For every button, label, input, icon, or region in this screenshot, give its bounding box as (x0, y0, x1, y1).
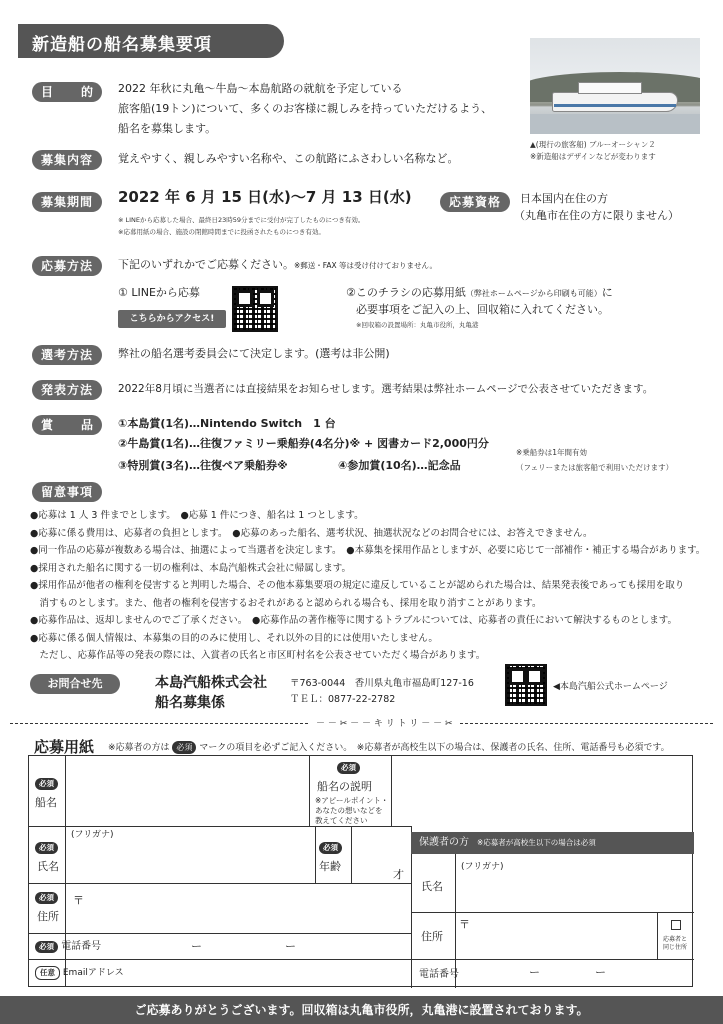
contact-address: 〒763-0044 香川県丸亀市福島町127-16 ＴＥＬ：0877-22-2782 (290, 678, 474, 705)
name-field[interactable] (67, 842, 313, 882)
age-unit: 才 (393, 868, 404, 881)
cut-label: － － ✂ － － キ リ ト リ － － ✂ (310, 716, 459, 729)
prize-1: ①本島賞(1名)…Nintendo Switch 1 台 (118, 417, 336, 430)
prize-2: ②牛島賞(1名)…往復ファミリー乗船券(4名分)※ + 図書カード2,000円分 (118, 437, 489, 450)
postal-mark: 〒 (73, 894, 84, 907)
prize-4: ④参加賞(10名)…記念品 (338, 459, 461, 472)
guardian-address-label: 住所 (421, 930, 443, 943)
ship-name-field[interactable] (67, 758, 307, 824)
note-item: ●採用作品が他者の権利を侵害すると判明した場合、その他本募集要項の規定に違反していることが認められた場合は、結果発表後であっても採用を取り (30, 580, 685, 591)
method-intro: 下記のいずれかでご応募ください。※郵送・FAX 等は受け付けておりません。 (118, 258, 438, 271)
method-label: 応募方法 (32, 256, 102, 276)
phone-dash: ー (191, 940, 202, 953)
purpose-line-2: 旅客船(19トン)について、多くのお客様に親しみを持っていただけるよう、 (118, 102, 493, 115)
footer-banner: ご応募ありがとうございます。回収箱は丸亀市役所，丸亀港に設置されております。 (0, 996, 723, 1024)
name-label: 氏名 (37, 860, 59, 873)
form-note: ※応募者の方は 必須 マークの項目を必ずご記入ください。 ※応募者が高校生以下の場合は、保護者の氏名、住所、電話番号も必須です。 (108, 743, 670, 753)
period-label: 募集期間 (32, 192, 102, 212)
announcement-text: 2022年8月頃に当選者には直接結果をお知らせします。選考結果は弊社ホームページで公表させていただきます。 (118, 383, 654, 395)
guardian-address-field[interactable] (457, 914, 655, 958)
required-mark: 必須 (35, 778, 58, 790)
phone-dash: ー (529, 966, 540, 979)
homepage-qr-code[interactable] (505, 664, 547, 706)
note-item: ●採用された船名に関する一切の権利は、本島汽船株式会社に帰属します。 (30, 562, 352, 574)
prize-note-1: ※乗船券は1年間有効 (516, 448, 588, 457)
guardian-phone-field[interactable] (457, 961, 691, 985)
note-item: ●応募に係る個人情報は、本募集の目的のみに使用し、それ以外の目的には使用いたしません。 (30, 632, 438, 644)
note-item: ●同一作品の応募が複数ある場合は、抽選によって当選者を決定します。 ●本募集を採用作品としますが、必要に応じて一部補作・補正する場合があります。 (30, 545, 706, 556)
selection-label: 選考方法 (32, 345, 102, 365)
phone-dash: ー (285, 940, 296, 953)
guardian-header: 保護者の方 ※応募者が高校生以下の場合は必須 (411, 832, 694, 854)
line-qr-code[interactable] (232, 286, 278, 332)
eligibility-line-2: （丸亀市在住の方に限りません） (514, 209, 679, 222)
phone-label: 必須 電話番号 (35, 940, 101, 954)
email-field[interactable] (125, 961, 409, 985)
guardian-name-label: 氏名 (421, 880, 443, 893)
prize-note-2: （フェリーまたは旅客船で利用いただけます） (516, 463, 674, 472)
phone-dash: ー (595, 966, 606, 979)
prize-3: ③特別賞(3名)…往復ペア乗船券※ (118, 459, 288, 472)
prizes-label: 賞 品 (32, 415, 102, 435)
method-flyer-1: ②このチラシの応募用紙（弊社ホームページから印刷も可能）に (346, 286, 613, 299)
access-badge: こちらからアクセス! (118, 310, 226, 328)
explanation-label: 船名の説明 (317, 780, 372, 793)
notes-label: 留意事項 (32, 482, 102, 502)
ship-name-label: 船名 (35, 796, 57, 809)
purpose-line-1: 2022 年秋に丸亀～牛島～本島航路の就航を予定している (118, 82, 403, 95)
method-flyer-2: 必要事項をご記入の上、回収箱に入れてください。 (356, 303, 609, 316)
required-mark: 必須 (319, 842, 342, 854)
guardian-furigana: (フリガナ) (461, 862, 504, 872)
period-note-2: ※応募用紙の場合、施設の閉館時間までに投函されたものにつき有効。 (118, 228, 325, 236)
purpose-label: 目 的 (32, 82, 102, 102)
explanation-field[interactable] (393, 758, 691, 824)
method-flyer-note: ※回収箱の設置場所：丸亀市役所，丸亀港 (356, 321, 479, 329)
eligibility-label: 応募資格 (440, 192, 510, 212)
guardian-name-field[interactable] (457, 874, 691, 910)
note-item: ●応募作品は、返却しませんのでご了承ください。 ●応募作品の著作権等に関するトラブルについては、応募者の責任において解決するものとします。 (30, 615, 678, 626)
method-line-option: ① LINEから応募 (118, 286, 200, 299)
guardian-postal-mark: 〒 (459, 918, 470, 931)
furigana-label: (フリガナ) (71, 830, 114, 840)
entry-form (28, 755, 693, 987)
content-label: 募集内容 (32, 150, 102, 170)
notes-list (30, 507, 710, 665)
page-title: 新造船の船名募集要項 (18, 24, 284, 58)
purpose-line-3: 船名を募集します。 (118, 122, 217, 135)
required-mark: 必須 (337, 762, 360, 774)
age-label: 年齢 (319, 860, 341, 873)
period-dates: 2022 年 6 月 15 日(水)～7 月 13 日(水) (118, 188, 412, 206)
explanation-note: ※アピールポイント・ あなたの想いなどを 教えてください (315, 796, 389, 825)
form-title: 応募用紙 (34, 738, 95, 756)
note-item: ●応募は 1 人 3 件までとします。 ●応募 1 件につき、船名は 1 つとします。 (30, 510, 364, 521)
ship-photo (530, 38, 700, 134)
same-address-label: 応募者と 同じ住所 (663, 936, 688, 951)
required-mark: 必須 (35, 842, 58, 854)
address-field[interactable] (67, 886, 409, 931)
period-note-1: ※ LINEから応募した場合、最終日23時59分までに受付が完了したものにつき有効。 (118, 216, 365, 224)
email-label: 任意 Emailアドレス (35, 966, 124, 980)
guardian-phone-label: 電話番号 (419, 969, 459, 980)
eligibility-line-1: 日本国内在住の方 (520, 192, 608, 205)
contact-label: お問合せ先 (30, 674, 120, 694)
photo-caption: ▲(現行の旅客船) ブルーオーシャン２ ※新造船はデザインなどが変わります (530, 140, 656, 161)
selection-text: 弊社の船名選考委員会にて決定します。(選考は非公開) (118, 347, 390, 360)
announcement-label: 発表方法 (32, 380, 102, 400)
required-mark: 必須 (35, 892, 58, 904)
same-address-checkbox[interactable] (671, 920, 681, 930)
phone-field[interactable] (125, 934, 409, 958)
homepage-label: ◀本島汽船公式ホームページ (553, 682, 668, 692)
note-item: 消すものとします。また、他者の権利を侵害するおそれがあると認められる場合も、採用を取り消すことがあります。 (30, 597, 542, 609)
note-item: ただし、応募作品等の発表の際には、入賞者の氏名と市区町村名を公表させていただく場合があります。 (30, 650, 486, 661)
content-text: 覚えやすく、親しみやすい名称や、この航路にふさわしい名称など。 (118, 152, 459, 165)
company-name: 本島汽船株式会社 船名募集係 (155, 675, 267, 711)
address-label: 住所 (37, 910, 59, 923)
note-item: ●応募に係る費用は、応募者の負担とします。 ●応募のあった船名、選考状況、抽選状況などのお問合せには、お答えできません。 (30, 527, 593, 539)
